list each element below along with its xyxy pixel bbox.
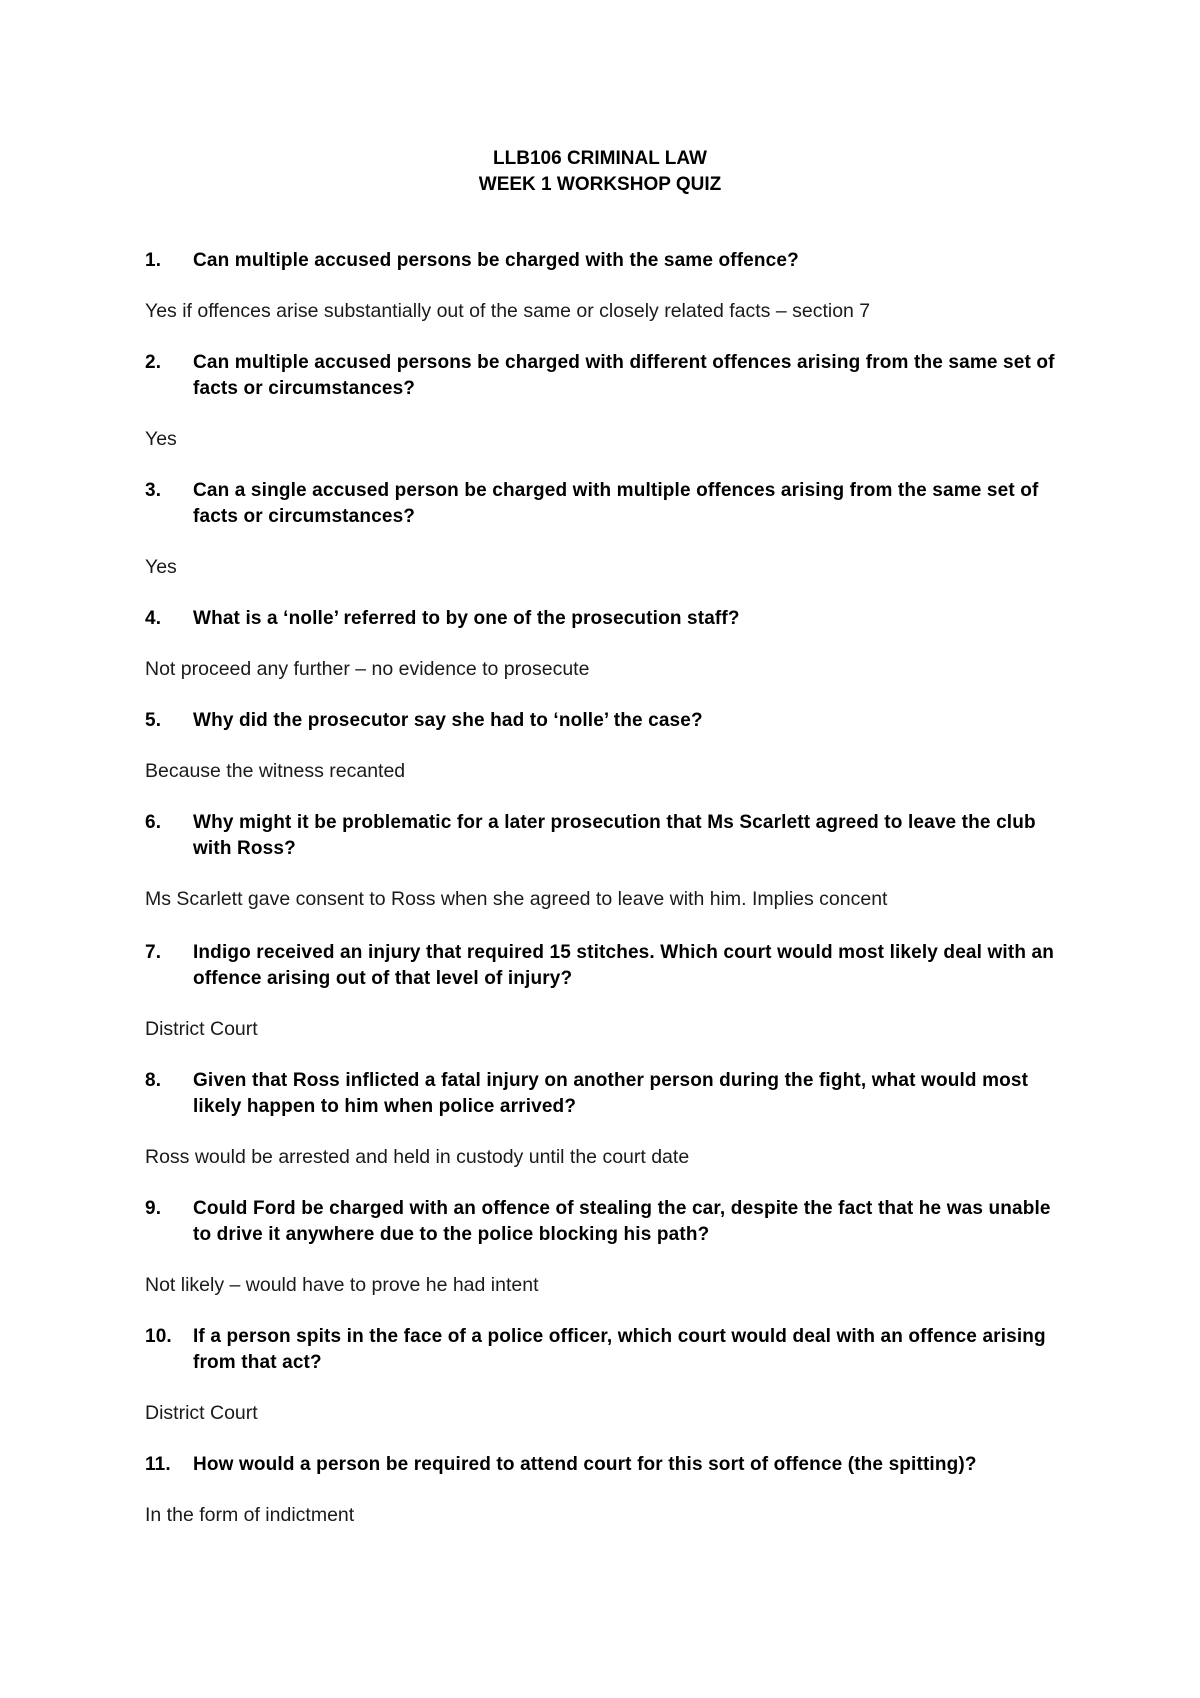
question-1	[145, 248, 1065, 274]
question-number: 11.	[145, 1454, 171, 1475]
answer-10: District Court	[145, 1402, 258, 1424]
answer-6: Ms Scarlett gave consent to Ross when she agreed to leave with him. Implies concent	[145, 888, 888, 910]
quiz-item-3	[145, 478, 1065, 580]
question-6	[145, 810, 1065, 862]
answer-9: Not likely – would have to prove he had intent	[145, 1274, 539, 1296]
quiz-item-6	[145, 810, 1065, 912]
question-text: How would a person be required to attend court for this sort of offence (the spitting)?	[193, 1454, 977, 1475]
quiz-item-8	[145, 1068, 1065, 1170]
question-9	[145, 1196, 1065, 1248]
course-title: LLB106 CRIMINAL LAW	[493, 148, 707, 169]
question-2	[145, 350, 1065, 402]
answer-4: Not proceed any further – no evidence to prosecute	[145, 658, 590, 680]
answer-2: Yes	[145, 428, 177, 450]
question-text: Can multiple accused persons be charged with the same offence?	[193, 250, 799, 271]
question-number: 7.	[145, 942, 162, 963]
quiz-item-2	[145, 350, 1065, 452]
question-text: Can a single accused person be charged with multiple offences arising from the same set of facts or circumstances?	[193, 480, 1039, 527]
question-3	[145, 478, 1065, 530]
question-number: 2.	[145, 352, 162, 373]
answer-11: In the form of indictment	[145, 1504, 355, 1526]
question-11	[145, 1452, 1065, 1478]
answer-1: Yes if offences arise substantially out of the same or closely related facts – section 7	[145, 300, 871, 322]
quiz-title: WEEK 1 WORKSHOP QUIZ	[478, 174, 722, 195]
quiz-item-4	[145, 606, 1065, 682]
question-text: Given that Ross inflicted a fatal injury on another person during the fight, what would most likely happen to him when police arrived?	[193, 1070, 1029, 1117]
question-text: Can multiple accused persons be charged with different offences arising from the same set of facts or circumstances?	[193, 352, 1055, 399]
question-8	[145, 1068, 1065, 1120]
quiz-item-1	[145, 248, 1065, 324]
quiz-item-9	[145, 1196, 1065, 1298]
question-5	[145, 708, 1065, 734]
quiz-item-5	[145, 708, 1065, 784]
question-4	[145, 606, 1065, 632]
question-number: 1.	[145, 250, 162, 271]
question-10	[145, 1324, 1065, 1376]
question-number: 4.	[145, 608, 162, 629]
question-number: 3.	[145, 480, 162, 501]
answer-8: Ross would be arrested and held in custody until the court date	[145, 1146, 690, 1168]
question-text: Why did the prosecutor say she had to ‘nolle’ the case?	[193, 710, 703, 731]
question-number: 9.	[145, 1198, 162, 1219]
question-text: Could Ford be charged with an offence of stealing the car, despite the fact that he was unable to drive it anywhere due to the police blocking his path?	[193, 1198, 1051, 1245]
question-number: 10.	[145, 1326, 172, 1347]
question-number: 8.	[145, 1070, 162, 1091]
document-title	[0, 146, 1200, 198]
answer-5: Because the witness recanted	[145, 760, 406, 782]
quiz-item-10	[145, 1324, 1065, 1426]
question-number: 6.	[145, 812, 162, 833]
question-number: 5.	[145, 710, 162, 731]
answer-7: District Court	[145, 1018, 258, 1040]
question-text: Indigo received an injury that required 15 stitches. Which court would most likely deal with an offence arising out of that level of injury?	[193, 942, 1054, 989]
question-text: Why might it be problematic for a later prosecution that Ms Scarlett agreed to leave the club with Ross?	[193, 812, 1036, 859]
question-text: What is a ‘nolle’ referred to by one of the prosecution staff?	[193, 608, 740, 629]
quiz-item-7	[145, 940, 1065, 1042]
question-text: If a person spits in the face of a police officer, which court would deal with an offence arising from that act?	[193, 1326, 1046, 1373]
answer-3: Yes	[145, 556, 177, 578]
quiz-item-11	[145, 1452, 1065, 1528]
question-7	[145, 940, 1065, 992]
